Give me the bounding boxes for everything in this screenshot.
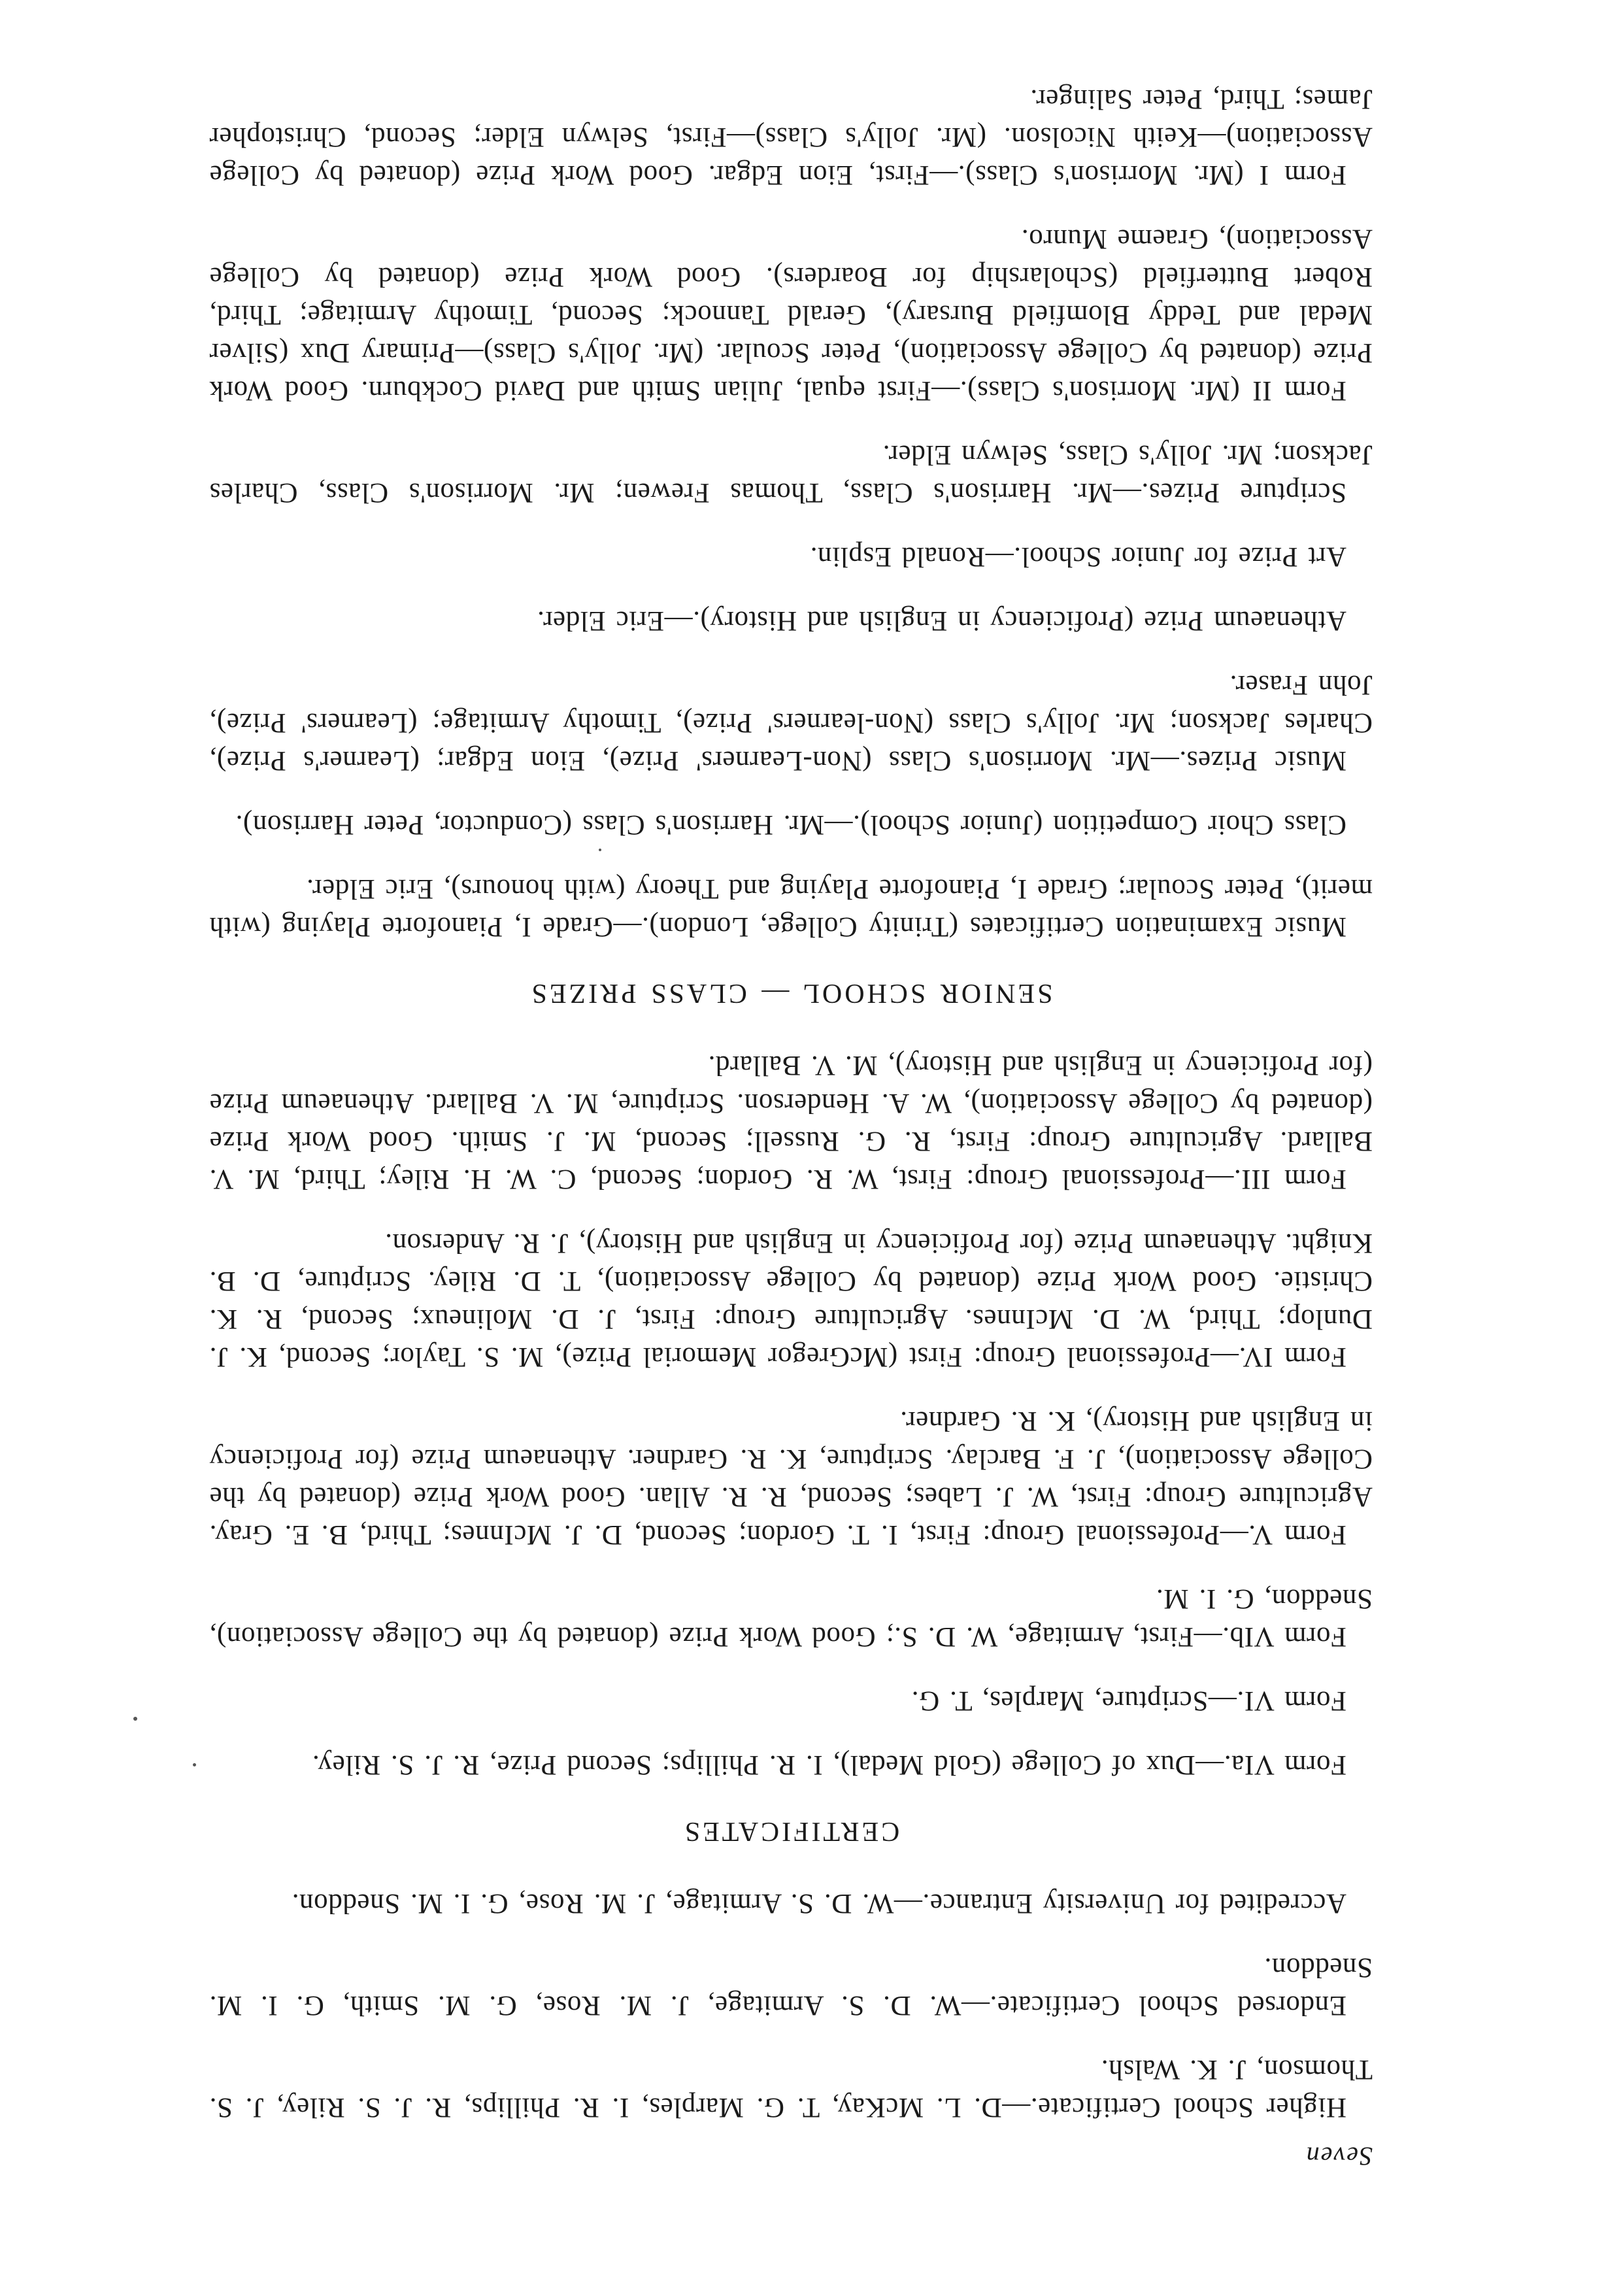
document-body xyxy=(209,54,1373,2126)
prize-item: Form II (Mr. Morrison's Class).—First equal, Julian Smith and David Cockburn. Good Work Prize (donated by College Association), Peter Scoular. (Mr. Jolly's Class)—Primary Dux (Silver Medal and Teddy Blomfield Bursary), Gerald Tannock; Second, Timothy Armitage; Third, Robert Butterfield (Scholarship for Boarders). Good Work Prize (donated by College Association), Graeme Munro. xyxy=(209,224,1373,406)
prize-item: Form VIa.—Dux of College (Gold Medal), I. R. Phillips; Second Prize, R. J. S. Riley. xyxy=(312,1749,1346,1780)
prize-item: Music Examination Certificates (Trinity College, London).—Grade I, Pianoforte Playing (with merit), Peter Scoular; Grade I, Pianoforte Playing and Theory (with honours), Eric Elder. xyxy=(209,873,1373,942)
prize-item: Form IV.—Professional Group: First (McGregor Memorial Prize), M. S. Taylor; Second, K. J. Dunlop; Third, W. D. McInnes. Agriculture Group: First, J. D. Molineux; Second, R. K. Christie. Good Work Prize (donated by College Association), T. D. Riley. Scripture, D. B. Knight. Athenaeum Prize (for Proficiency in English and History), J. R. Anderson. xyxy=(209,1228,1373,1372)
prize-item: Art Prize for Junior School.—Ronald Esplin. xyxy=(810,541,1346,572)
page-number: Seven xyxy=(1305,2142,1373,2171)
prize-item: Form III.—Professional Group: First, W. R. Gordon; Second, C. W. H. Riley; Third, M. V. Ballard. Agriculture Group: First, R. G. Russell; Second, M. J. Smith. Good Work Prize (donated by College Association), W. A. Henderson. Scripture, M. V. Ballard. Athenaeum Prize (for Proficiency in English and History), M. V. Ballard. xyxy=(209,1050,1373,1194)
prize-item: Athenaeum Prize (Proficiency in English and History).—Eric Elder. xyxy=(537,605,1346,636)
senior-prizes-heading: SENIOR SCHOOL — CLASS PRIZES xyxy=(529,978,1053,1008)
junior-prizes-list xyxy=(209,80,1373,945)
certificate-item: Higher School Certificate.—D. L. McKay, T. G. Marples, I. R. Phillips, R. J. S. Riley, J. S. Thomson, J. K. Walsh. xyxy=(209,2054,1373,2123)
prize-item: Form VIb.—First, Armitage, W. D. S.; Good Work Prize (donated by the College Association), Sneddon, G. I. M. xyxy=(209,1583,1373,1652)
prize-item: Form VI.—Scripture, Marples, T. G. xyxy=(911,1685,1346,1716)
prize-item: Form V.—Professional Group: First, I. T. Gordon; Second, D. J. McInnes; Third, B. E. Gray. Agriculture Group: First, W. J. Labes; Second, R. R. Allan. Good Work Prize (donated by the College Association), J. F. Barclay. Scripture, K. R. Gardner. Athenaeum Prize (for Proficiency in English and History), K. R. Gardner. xyxy=(209,1406,1373,1550)
prize-item: Class Choir Competition (Junior School).—Mr. Harrison's Class (Conductor, Peter Harrison). xyxy=(235,809,1346,840)
certificate-item: Endorsed School Certificate.—W. D. S. Armitage, J. M. Rose, G. M. Smith, G. I. M. Sneddon. xyxy=(209,1952,1373,2021)
certificates-list xyxy=(209,1884,1373,2126)
speck xyxy=(133,1717,137,1721)
speck xyxy=(599,849,601,851)
certificate-item: Accredited for University Entrance.—W. D. S. Armitage, J. M. Rose, G. I. M. Sneddon. xyxy=(292,1888,1346,1919)
senior-prizes-list xyxy=(209,1046,1373,1783)
speck xyxy=(193,1763,196,1766)
prize-item: Form I (Mr. Morrison's Class).—First, Eion Edgar. Good Work Prize (donated by College Association)—Keith Nicolson. (Mr. Jolly's Class)—First, Selwyn Elder; Second, Christopher James; Third, Peter Salinger. xyxy=(209,84,1373,190)
prize-item: Scripture Prizes.—Mr. Harrison's Class, Thomas Frewen; Mr. Morrison's Class, Charles Jackson; Mr. Jolly's Class, Selwyn Elder. xyxy=(209,439,1373,508)
prize-item: Music Prizes.—Mr. Morrison's Class (Non-Learners' Prize), Eion Edgar; (Learner's Prize), Charles Jackson; Mr. Jolly's Class (Non-learners' Prize), Timothy Armitage; (Learners' Prize), John Fraser. xyxy=(209,669,1373,776)
certificates-heading: CERTIFICATES xyxy=(682,1816,900,1846)
